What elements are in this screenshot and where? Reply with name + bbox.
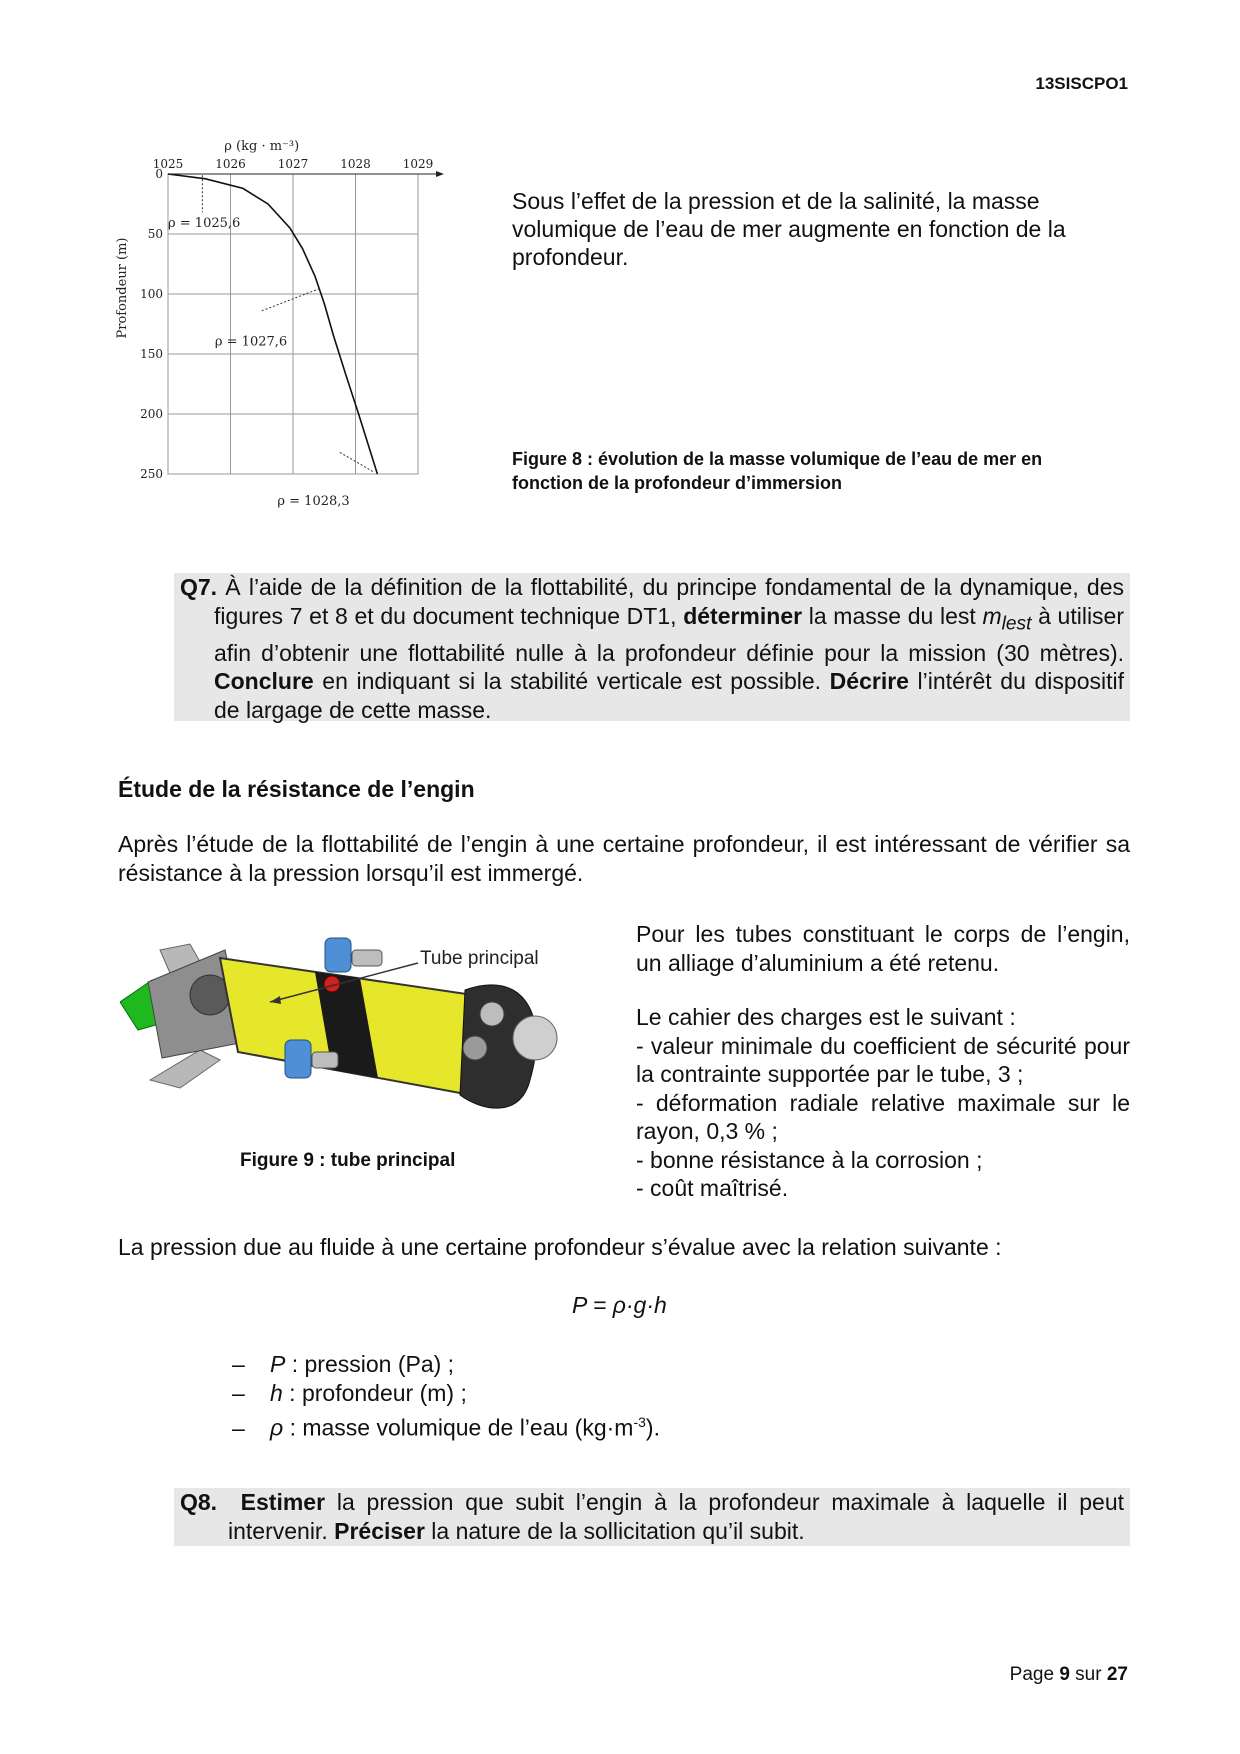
thruster-top-mount	[352, 950, 382, 966]
y-tick-label: 150	[140, 347, 163, 361]
spec-item: - coût maîtrisé.	[636, 1175, 789, 1201]
annotation-label: ρ = 1025,6	[168, 215, 241, 231]
question-8-box	[174, 1488, 1130, 1546]
spec-item: - déformation radiale relative maximale sur le rayon, 0,3 % ;	[636, 1089, 1130, 1144]
y-tick-label: 50	[147, 227, 163, 241]
paragraph-1: Après l’étude de la flottabilité de l’engin à une certaine profondeur, il est intéressant de vérifier sa résistance à la pression lorsqu’il est immergé.	[118, 831, 1130, 886]
list-dash: –	[232, 1380, 245, 1406]
q7-var-sub: lest	[1001, 613, 1032, 635]
q8-text-2: la nature de la sollicitation qu’il subit.	[424, 1517, 805, 1544]
q8-verb-estimer: Estimer	[240, 1489, 326, 1515]
y-tick-label: 0	[155, 167, 163, 181]
page-separator: sur	[1069, 1664, 1107, 1685]
definition-rho: : masse volumique de l’eau (kg·m	[283, 1414, 634, 1441]
definitions-list	[232, 1350, 660, 1443]
question-8-label: Q8.	[180, 1489, 218, 1515]
paragraph-2: La pression due au fluide à une certaine profondeur s’évalue avec la relation suivante :	[118, 1234, 1002, 1260]
page-prefix: Page	[1009, 1664, 1060, 1685]
y-tick-label: 100	[140, 287, 163, 301]
symbol-h: h	[270, 1380, 283, 1406]
section-heading: Étude de la résistance de l’engin	[118, 776, 475, 802]
annotation-leader	[262, 288, 321, 311]
q8-verb-preciser: Préciser	[334, 1517, 425, 1544]
x-tick-label: 1026	[215, 157, 246, 171]
dome-icon	[513, 1016, 557, 1060]
definition-item	[232, 1379, 660, 1408]
definition-p: : pression (Pa) ;	[285, 1351, 455, 1377]
y-tick-label: 250	[140, 467, 163, 481]
q7-var-m: m	[982, 602, 1002, 629]
question-8-text	[180, 1488, 1124, 1545]
spec-item: - valeur minimale du coefficient de sécurité pour la contrainte supportée par le tube, 3 ;	[636, 1032, 1130, 1087]
specs-intro: Pour les tubes constituant le corps de l’engin, un alliage d’aluminium a été retenu.	[636, 921, 1130, 976]
gauge-icon	[480, 1002, 504, 1026]
x-tick-label: 1029	[402, 157, 434, 171]
q7-text-4: en indiquant si la stabilité verticale est possible.	[313, 668, 830, 695]
figure-9-caption: Figure 9 : tube principal	[240, 1150, 456, 1171]
y-tick-label: 200	[140, 407, 163, 421]
symbol-rho: ρ	[270, 1414, 284, 1441]
intro-paragraph: Sous l’effet de la pression et de la salinité, la masse volumique de l’eau de mer augmente en fonction de la profondeur.	[512, 188, 1066, 270]
arrowhead-icon	[436, 171, 444, 177]
definition-rho-end: ).	[645, 1414, 660, 1441]
figure-8-caption: Figure 8 : évolution de la masse volumique de l’eau de mer en fonction de la profondeur d’immersion	[512, 449, 1043, 493]
q7-verb-conclure: Conclure	[214, 668, 314, 695]
x-tick-label: 1027	[277, 157, 309, 171]
exponent: -3	[633, 1414, 646, 1430]
x-tick-label: 1025	[152, 157, 184, 171]
specs-lead: Le cahier des charges est le suivant :	[636, 1004, 1016, 1030]
page-number	[1010, 1664, 1128, 1686]
symbol-p: P	[270, 1351, 286, 1377]
tube-callout-label: Tube principal	[420, 948, 539, 969]
q7-text-5: l’intérêt du dispositif de largage de cette masse.	[214, 668, 1124, 723]
specifications-block	[636, 920, 1130, 1203]
tube-illustration	[120, 930, 620, 1140]
auv-drawing	[120, 930, 620, 1140]
annotation-leader	[340, 452, 373, 471]
definition-item	[232, 1350, 660, 1379]
total-pages: 27	[1106, 1664, 1128, 1685]
annotation-label: ρ = 1028,3	[277, 494, 350, 510]
x-tick-label: 1028	[340, 157, 371, 171]
q7-verb-decrire: Décrire	[829, 668, 909, 695]
list-dash: –	[232, 1351, 245, 1377]
thruster-bottom-mount	[312, 1052, 338, 1068]
question-7-label: Q7.	[180, 574, 218, 600]
fin-bottom	[150, 1050, 220, 1088]
spec-item: - bonne résistance à la corrosion ;	[636, 1146, 983, 1173]
q7-text-2: la masse du lest	[802, 602, 983, 629]
thruster-top-icon	[325, 938, 351, 972]
q7-verb-determiner: déterminer	[683, 602, 803, 629]
chart-svg	[110, 139, 490, 542]
question-7-text	[180, 573, 1124, 724]
q7-text-1: À l’aide de la définition de la flottabilité, du principe fondamental de la dynamique, des figures 7 et 8 et du document technique DT1,	[214, 574, 1124, 629]
gauge-icon-2	[463, 1036, 487, 1060]
pressure-formula: P = ρ·g·h	[572, 1292, 667, 1318]
q8-text-1: la pression que subit l’engin à la profondeur maximale à laquelle il peut intervenir.	[228, 1489, 1125, 1544]
list-dash: –	[232, 1414, 245, 1441]
annotation-label: ρ = 1027,6	[214, 334, 288, 350]
x-axis-label: ρ (kg · m⁻³)	[224, 139, 300, 154]
q7-text-3: à utiliser afin d’obtenir une flottabilité nulle à la profondeur définie pour la mission (30 mètres).	[214, 602, 1125, 666]
y-axis-label: Profondeur (m)	[115, 237, 130, 339]
definition-h: : profondeur (m) ;	[282, 1380, 467, 1406]
document-code: 13SISCPO1	[1035, 74, 1128, 93]
definition-item	[232, 1408, 660, 1443]
density-depth-chart	[110, 139, 490, 542]
current-page: 9	[1059, 1664, 1070, 1685]
thruster-bottom-icon	[285, 1040, 311, 1078]
question-7-box	[174, 573, 1130, 721]
